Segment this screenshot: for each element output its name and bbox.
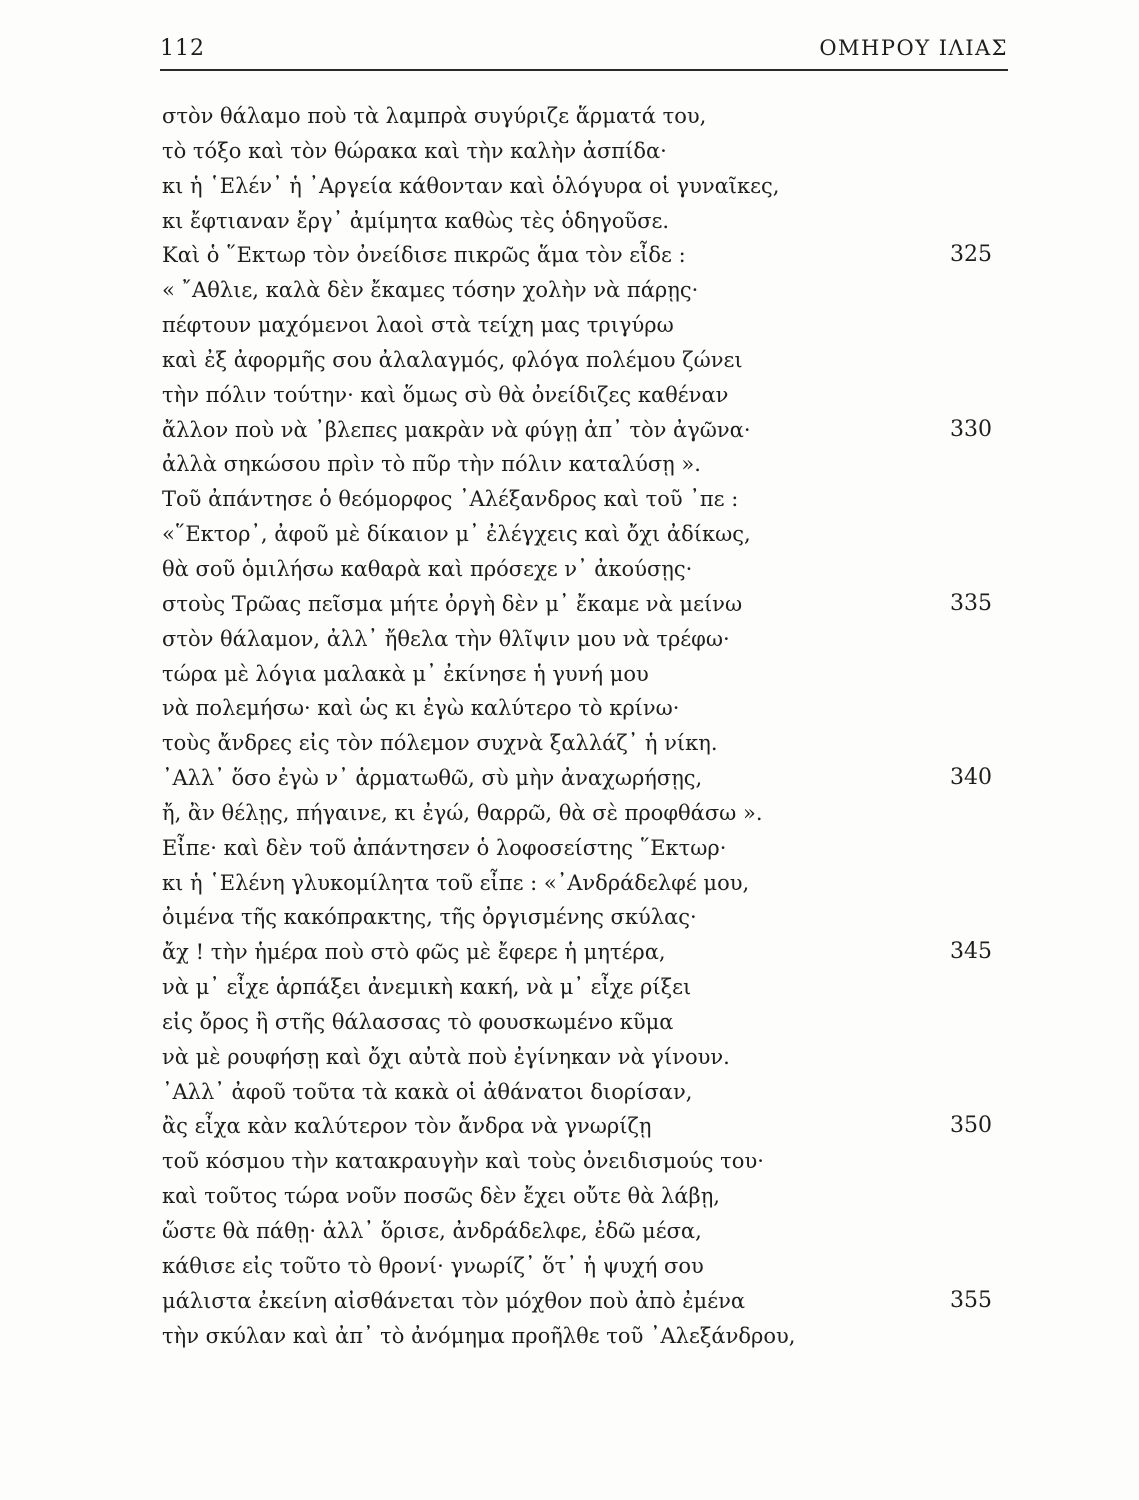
verse-text: στὸν θάλαμον, ἀλλ᾽ ἤθελα τὴν θλῖψιν μου νὰ τρέφω· <box>162 626 730 651</box>
verse-line <box>162 308 998 343</box>
verse-line <box>162 970 998 1005</box>
page-header <box>160 34 1008 74</box>
verse-text: εἰς ὄρος ἢ στῆς θάλασσας τὸ φουσκωμένο κῦμα <box>162 1009 674 1034</box>
verse-text: ἂς εἶχα κὰν καλύτερον τὸν ἄνδρα νὰ γνωρίζῃ <box>162 1114 652 1139</box>
verse-line <box>162 900 998 935</box>
verse-text: πέφτουν μαχόμενοι λαοὶ στὰ τείχη μας τριγύρω <box>162 313 674 338</box>
verse-text: νὰ πολεμήσω· καὶ ὡς κι ἐγὼ καλύτερο τὸ κρίνω· <box>162 696 680 721</box>
verse-line <box>162 587 998 622</box>
verse-text: κάθισε εἰς τοῦτο τὸ θρονί· γνωρίζ᾽ ὅτ᾽ ἡ ψυχή σου <box>162 1253 704 1278</box>
verse-line <box>162 831 998 866</box>
verse-text: νὰ μὲ ρουφήσῃ καὶ ὄχι αὐτὰ ποὺ ἐγίνηκαν νὰ γίνουν. <box>162 1044 730 1069</box>
verse-text: τὴν σκύλαν καὶ ἀπ᾽ τὸ ἀνόμημα προῆλθε τοῦ ᾽Αλεξάνδρου, <box>162 1323 796 1348</box>
verse-text: ᾽Αλλ᾽ ἀφοῦ τοῦτα τὰ κακὰ οἱ ἀθάνατοι διορίσαν, <box>162 1079 693 1104</box>
verse-text: μάλιστα ἐκείνη αἰσθάνεται τὸν μόχθον ποὺ ἀπὸ ἐμένα <box>162 1288 746 1313</box>
page-number: 112 <box>160 36 205 61</box>
verse-text: καὶ ἐξ ἀφορμῆς σου ἀλαλαγμός, φλόγα πολέμου ζώνει <box>162 347 743 372</box>
verse-line <box>162 1284 998 1319</box>
verse-text: ὥστε θὰ πάθῃ· ἀλλ᾽ ὅρισε, ἀνδράδελφε, ἐδῶ μέσα, <box>162 1219 702 1243</box>
verse-text: στοὺς Τρῶας πεῖσμα μήτε ὀργὴ δὲν μ᾽ ἔκαμε νὰ μείνω <box>162 591 743 616</box>
verse-line <box>162 866 998 901</box>
verse-text: τὴν πόλιν τούτην· καὶ ὅμως σὺ θὰ ὀνείδιζες καθέναν <box>162 382 729 407</box>
verse-line <box>162 1179 998 1214</box>
verse-text: Τοῦ ἀπάντησε ὁ θεόμορφος ᾽Αλέξανδρος καὶ τοῦ ᾽πε : <box>162 487 739 512</box>
header-rule <box>160 69 1008 71</box>
verse-text: « ῎Αθλιε, καλὰ δὲν ἔκαμες τόσην χολὴν νὰ πάρῃς· <box>162 278 699 303</box>
line-number: 355 <box>950 1287 992 1313</box>
line-number: 325 <box>950 242 992 268</box>
verse-text: νὰ μ᾽ εἶχε ἁρπάξει ἀνεμικὴ κακή, νὰ μ᾽ εἶχε ρίξει <box>162 975 692 1000</box>
verse-text: Καὶ ὁ ῞Εκτωρ τὸν ὀνείδισε πικρῶς ἅμα τὸν εἶδε : <box>162 243 686 268</box>
verse-line <box>162 622 998 657</box>
verse-line <box>162 134 998 169</box>
verse-text: ἄλλον ποὺ νὰ ᾽βλεπες μακρὰν νὰ φύγῃ ἀπ᾽ τὸν ἀγῶνα· <box>162 417 751 442</box>
line-number: 330 <box>950 416 992 442</box>
verse-line <box>162 413 998 448</box>
verse-text: ἤ, ἂν θέλῃς, πήγαινε, κι ἐγώ, θαρρῶ, θὰ σὲ προφθάσω ». <box>162 800 763 825</box>
verse-line <box>162 238 998 273</box>
verse-line <box>162 517 998 552</box>
verse-text: ἄχ ! τὴν ἡμέρα ποὺ στὸ φῶς μὲ ἔφερε ἡ μητέρα, <box>162 940 666 965</box>
poem-text <box>162 99 998 1353</box>
verse-text: θὰ σοῦ ὁμιλήσω καθαρὰ καὶ πρόσεχε ν᾽ ἀκούσῃς· <box>162 556 693 581</box>
verse-line <box>162 552 998 587</box>
verse-line <box>162 1109 998 1144</box>
verse-text: καὶ τοῦτος τώρα νοῦν ποσῶς δὲν ἔχει οὔτε θὰ λάβῃ, <box>162 1184 720 1209</box>
verse-line <box>162 1214 998 1249</box>
verse-line <box>162 691 998 726</box>
verse-line <box>162 343 998 378</box>
verse-line <box>162 657 998 692</box>
verse-line <box>162 1075 998 1110</box>
verse-text: ᾽Αλλ᾽ ὅσο ἐγὼ ν᾽ ἁρματωθῶ, σὺ μὴν ἀναχωρήσῃς, <box>162 766 703 791</box>
verse-text: ἀλλὰ σηκώσου πρὶν τὸ πῦρ τὴν πόλιν καταλύσῃ ». <box>162 452 701 477</box>
verse-text: Εἶπε· καὶ δὲν τοῦ ἀπάντησεν ὁ λοφοσείστης ῞Εκτωρ· <box>162 835 727 860</box>
verse-line <box>162 1005 998 1040</box>
verse-line <box>162 1319 998 1354</box>
line-number: 340 <box>950 765 992 791</box>
verse-text: τοῦ κόσμου τὴν κατακραυγὴν καὶ τοὺς ὀνειδισμούς του· <box>162 1149 764 1174</box>
verse-line <box>162 1040 998 1075</box>
verse-line <box>162 761 998 796</box>
verse-line <box>162 1144 998 1179</box>
verse-text: τώρα μὲ λόγια μαλακὰ μ᾽ ἐκίνησε ἡ γυνή μου <box>162 661 649 686</box>
verse-text: κι ἔφτιαναν ἔργ᾽ ἀμίμητα καθὼς τὲς ὁδηγοῦσε. <box>162 208 670 233</box>
verse-line <box>162 99 998 134</box>
line-number: 350 <box>950 1113 992 1139</box>
verse-text: κι ἡ ῾Ελέν᾽ ἡ ᾽Αργεία κάθονταν καὶ ὁλόγυρα οἱ γυναῖκες, <box>162 173 780 198</box>
verse-text: «῞Εκτορ᾽, ἀφοῦ μὲ δίκαιον μ᾽ ἐλέγχεις καὶ ὄχι ἀδίκως, <box>162 522 751 547</box>
verse-text: τὸ τόξο καὶ τὸν θώρακα καὶ τὴν καλὴν ἀσπίδα· <box>162 138 667 163</box>
verse-text: τοὺς ἄνδρες εἰς τὸν πόλεμον συχνὰ ξαλλάζ᾽ ἡ νίκη. <box>162 731 718 756</box>
verse-line <box>162 482 998 517</box>
verse-line <box>162 726 998 761</box>
verse-text: στὸν θάλαμο ποὺ τὰ λαμπρὰ συγύριζε ἅρματά του, <box>162 104 707 128</box>
verse-line <box>162 935 998 970</box>
verse-line <box>162 204 998 239</box>
line-number: 335 <box>950 590 992 616</box>
verse-line <box>162 273 998 308</box>
line-number: 345 <box>950 939 992 965</box>
verse-line <box>162 796 998 831</box>
verse-text: ὀιμένα τῆς κακόπρακτης, τῆς ὀργισμένης σκύλας· <box>162 905 697 930</box>
verse-line <box>162 447 998 482</box>
running-title: ΟΜΗΡΟΥ ΙΛΙΑΣ <box>819 36 1008 60</box>
verse-line <box>162 169 998 204</box>
verse-text: κι ἡ ῾Ελένη γλυκομίλητα τοῦ εἶπε : «᾽Ανδράδελφέ μου, <box>162 870 750 895</box>
verse-line <box>162 1249 998 1284</box>
verse-line <box>162 378 998 413</box>
